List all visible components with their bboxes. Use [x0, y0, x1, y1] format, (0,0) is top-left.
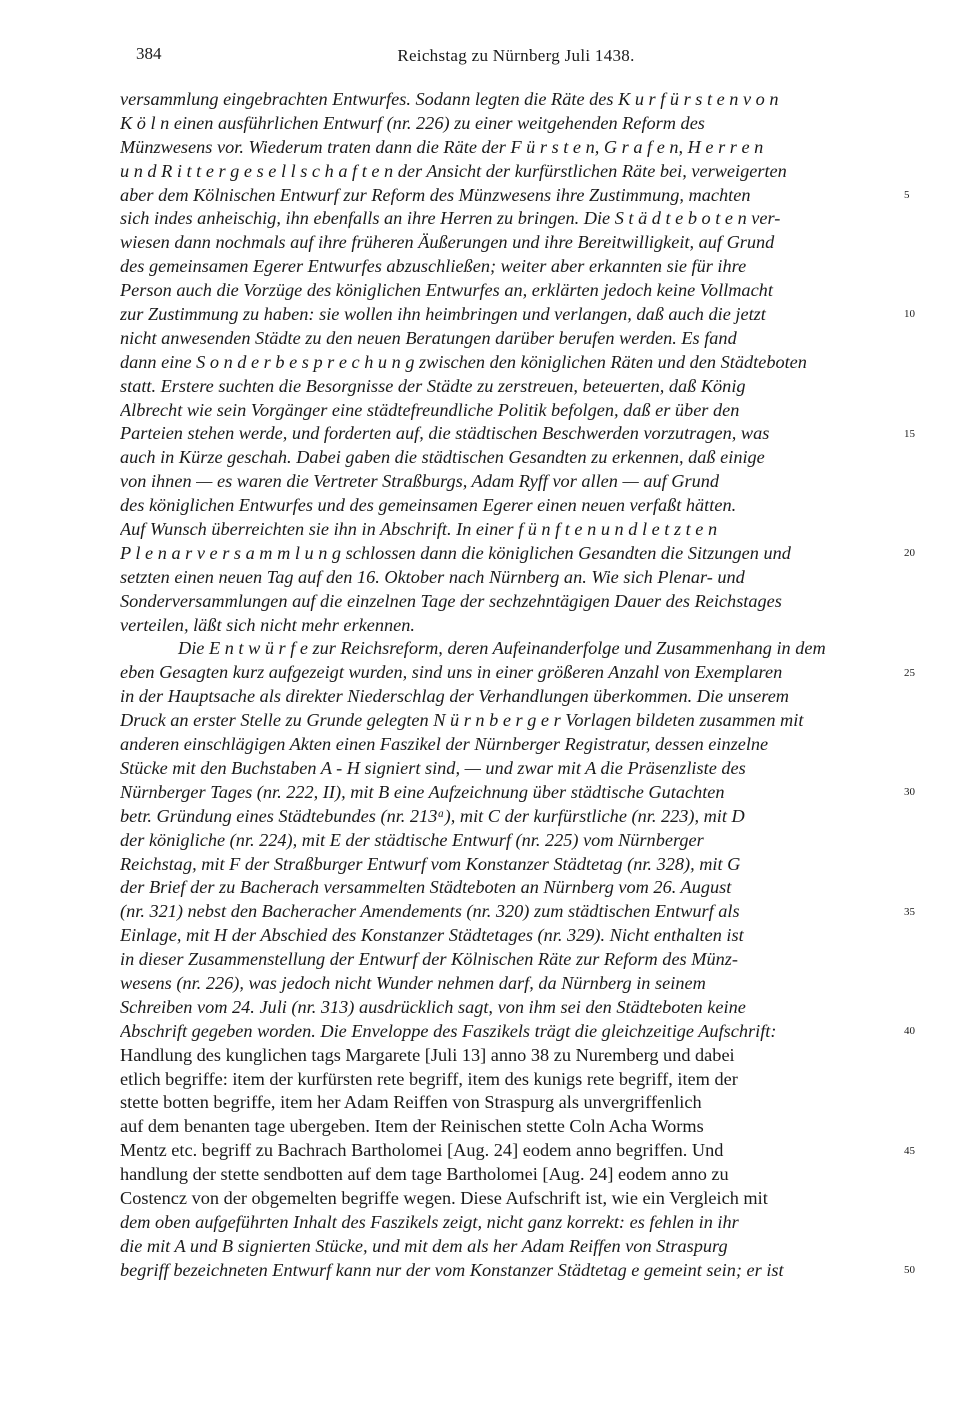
margin-line-number: 30 — [904, 786, 915, 799]
text-line: (nr. 321) nebst den Bacheracher Amendements (nr. 320) zum städtischen Entwurf als — [120, 901, 740, 922]
margin-line-number: 40 — [904, 1025, 915, 1038]
text-line: dann eine S o n d e r b e s p r e c h u n g zwischen den königlichen Räten und den Städteboten — [120, 351, 807, 372]
text-line: versammlung eingebrachten Entwurfes. Sodann legten die Räte des K u r f ü r s t e n v o n — [120, 89, 779, 109]
margin-line-number: 45 — [904, 1144, 915, 1157]
text-line: Mentz etc. begriff zu Bachrach Bartholomei [Aug. 24] eodem anno begriffen. Und — [120, 1140, 724, 1161]
text-line: von ihnen — es waren die Vertreter Straßburgs, Adam Ryff vor allen — auf Grund — [120, 471, 720, 492]
text-line: Abschrift gegeben worden. Die Enveloppe des Faszikels trägt die gleichzeitige Aufschrift: — [120, 1020, 777, 1041]
text-line: Costencz von der obgemelten begriffe wegen. Diese Aufschrift ist, wie ein Vergleich mit — [120, 1187, 768, 1208]
text-line: wesens (nr. 226), was jedoch nicht Wunder nehmen darf, da Nürnberg in seinem — [120, 972, 706, 993]
text-line: des gemeinsamen Egerer Entwurfes abzuschließen; weiter aber erkannten sie für ihre — [120, 256, 747, 277]
text-line: Reichstag, mit F der Straßburger Entwurf vom Konstanzer Städtetag (nr. 328), mit G — [120, 853, 741, 874]
running-title: Reichstag zu Nürnberg Juli 1438. — [397, 46, 635, 65]
text-line: auf dem benanten tage ubergeben. Item der Reinischen stette Coln Acha Worms — [120, 1116, 704, 1137]
text-line: P l e n a r v e r s a m m l u n g schlossen dann die königlichen Gesandten die Sitzungen und — [120, 542, 791, 563]
text-line: Einlage, mit H der Abschied des Konstanzer Städtetages (nr. 329). Nicht enthalten ist — [120, 925, 744, 946]
text-line: stette botten begriffe, item her Adam Reiffen von Straspurg als unvergriffenlich — [120, 1092, 702, 1113]
margin-line-number: 5 — [904, 188, 910, 201]
text-line: in dieser Zusammenstellung der Entwurf der Kölnischen Räte zur Reform des Münz- — [120, 949, 738, 970]
text-line: eben Gesagten kurz aufgezeigt wurden, sind uns in einer größeren Anzahl von Exemplaren — [120, 662, 783, 683]
text-line: handlung der stette sendbotten auf dem tage Bartholomei [Aug. 24] eodem anno zu — [120, 1164, 729, 1185]
text-line: zur Zustimmung zu haben: sie wollen ihn heimbringen und verlangen, daß auch die jetzt — [120, 304, 766, 325]
text-line: des königlichen Entwurfes und des gemeinsamen Egerer einen neuen verfaßt hätten. — [120, 495, 737, 516]
text-line: setzten einen neuen Tag auf den 16. Oktober nach Nürnberg an. Wie sich Plenar- und — [120, 566, 745, 587]
text-line: Parteien stehen werde, und forderten auf, die städtischen Beschwerden vorzutragen, was — [120, 423, 770, 444]
text-line: wiesen dann nochmals auf ihre früheren Äußerungen und ihre Bereitwilligkeit, auf Grund — [120, 232, 775, 253]
text-line: sich indes anheischig, ihn ebenfalls an ihre Herren zu bringen. Die S t ä d t e b o t e n ver- — [120, 208, 781, 229]
text-line: Nürnberger Tages (nr. 222, II), mit B eine Aufzeichnung über städtische Gutachten — [120, 781, 725, 802]
text-line: Stücke mit den Buchstaben A - H signiert sind, — und zwar mit A die Präsenzliste des — [120, 757, 746, 778]
text-line: Person auch die Vorzüge des königlichen Entwurfes an, erklärten jedoch keine Vollmacht — [120, 280, 773, 301]
text-line: Druck an erster Stelle zu Grunde gelegten N ü r n b e r g e r Vorlagen bildeten zusammen mit — [120, 710, 804, 731]
text-line: u n d R i t t e r g e s e l l s c h a f t e n der Ansicht der kurfürstlichen Räte bei, verweigerten — [120, 160, 787, 181]
text-line: Die E n t w ü r f e zur Reichsreform, deren Aufeinanderfolge und Zusammenhang in dem — [178, 638, 826, 659]
text-line: auch in Kürze geschah. Dabei gaben die städtischen Gesandten zu erkennen, daß einige — [120, 447, 765, 468]
text-line: K ö l n einen ausführlichen Entwurf (nr. 226) zu einer weitgehenden Reform des — [120, 112, 705, 133]
margin-line-number: 25 — [904, 666, 915, 679]
text-line: in der Hauptsache als direkter Niederschlag der Verhandlungen überkommen. Die unserem — [120, 686, 790, 707]
text-line: die mit A und B signierten Stücke, und mit dem als her Adam Reiffen von Straspurg — [120, 1235, 728, 1256]
page-number: 384 — [136, 44, 162, 63]
text-line: statt. Erstere suchten die Besorgnisse der Städte zu zerstreuen, beteuerten, daß König — [120, 375, 746, 396]
text-line: Münzwesens vor. Wiederum traten dann die Räte der F ü r s t e n, G r a f e n, H e r r e n — [120, 136, 764, 157]
margin-line-number: 20 — [904, 547, 915, 560]
text-line: aber dem Kölnischen Entwurf zur Reform des Münzwesens ihre Zustimmung, machten — [120, 184, 751, 205]
margin-line-number: 15 — [904, 427, 915, 440]
text-line: Handlung des kunglichen tags Margarete [Juli 13] anno 38 zu Nuremberg und dabei — [120, 1044, 735, 1065]
text-line: anderen einschlägigen Akten einen Faszikel der Nürnberger Registratur, dessen einzelne — [120, 734, 769, 755]
text-line: Schreiben vom 24. Juli (nr. 313) ausdrücklich sagt, von ihm sei den Städteboten keine — [120, 996, 746, 1017]
text-line: Auf Wunsch überreichten sie ihn in Abschrift. In einer f ü n f t e n u n d l e t z t e n — [120, 519, 718, 540]
text-line: Albrecht wie sein Vorgänger eine städtefreundliche Politik befolgen, daß er über den — [120, 399, 740, 420]
page-header — [136, 44, 896, 74]
text-line: verteilen, läßt sich nicht mehr erkennen. — [120, 614, 415, 635]
text-line: betr. Gründung eines Städtebundes (nr. 213ᵃ), mit C der kurfürstliche (nr. 223), mit D — [120, 805, 745, 826]
text-line: der königliche (nr. 224), mit E der städtische Entwurf (nr. 225) vom Nürnberger — [120, 829, 704, 850]
body-text — [120, 88, 915, 1283]
margin-line-number: 35 — [904, 905, 915, 918]
text-line: etlich begriffe: item der kurfürsten rete begriff, item des kunigs rete begriff, item der — [120, 1068, 738, 1089]
text-line: dem oben aufgeführten Inhalt des Faszikels zeigt, nicht ganz korrekt: es fehlen in ihr — [120, 1211, 739, 1232]
text-line: begriff bezeichneten Entwurf kann nur der vom Konstanzer Städtetag e gemeint sein; er ist — [120, 1259, 784, 1280]
text-line: der Brief der zu Bacherach versammelten Städteboten an Nürnberg vom 26. August — [120, 877, 732, 898]
text-line: Sonderversammlungen auf die einzelnen Tage der sechzehntägigen Dauer des Reichstages — [120, 590, 782, 611]
text-line: nicht anwesenden Städte zu den neuen Beratungen darüber berufen werden. Es fand — [120, 327, 737, 348]
margin-line-number: 50 — [904, 1264, 915, 1277]
margin-line-number: 10 — [904, 308, 915, 321]
